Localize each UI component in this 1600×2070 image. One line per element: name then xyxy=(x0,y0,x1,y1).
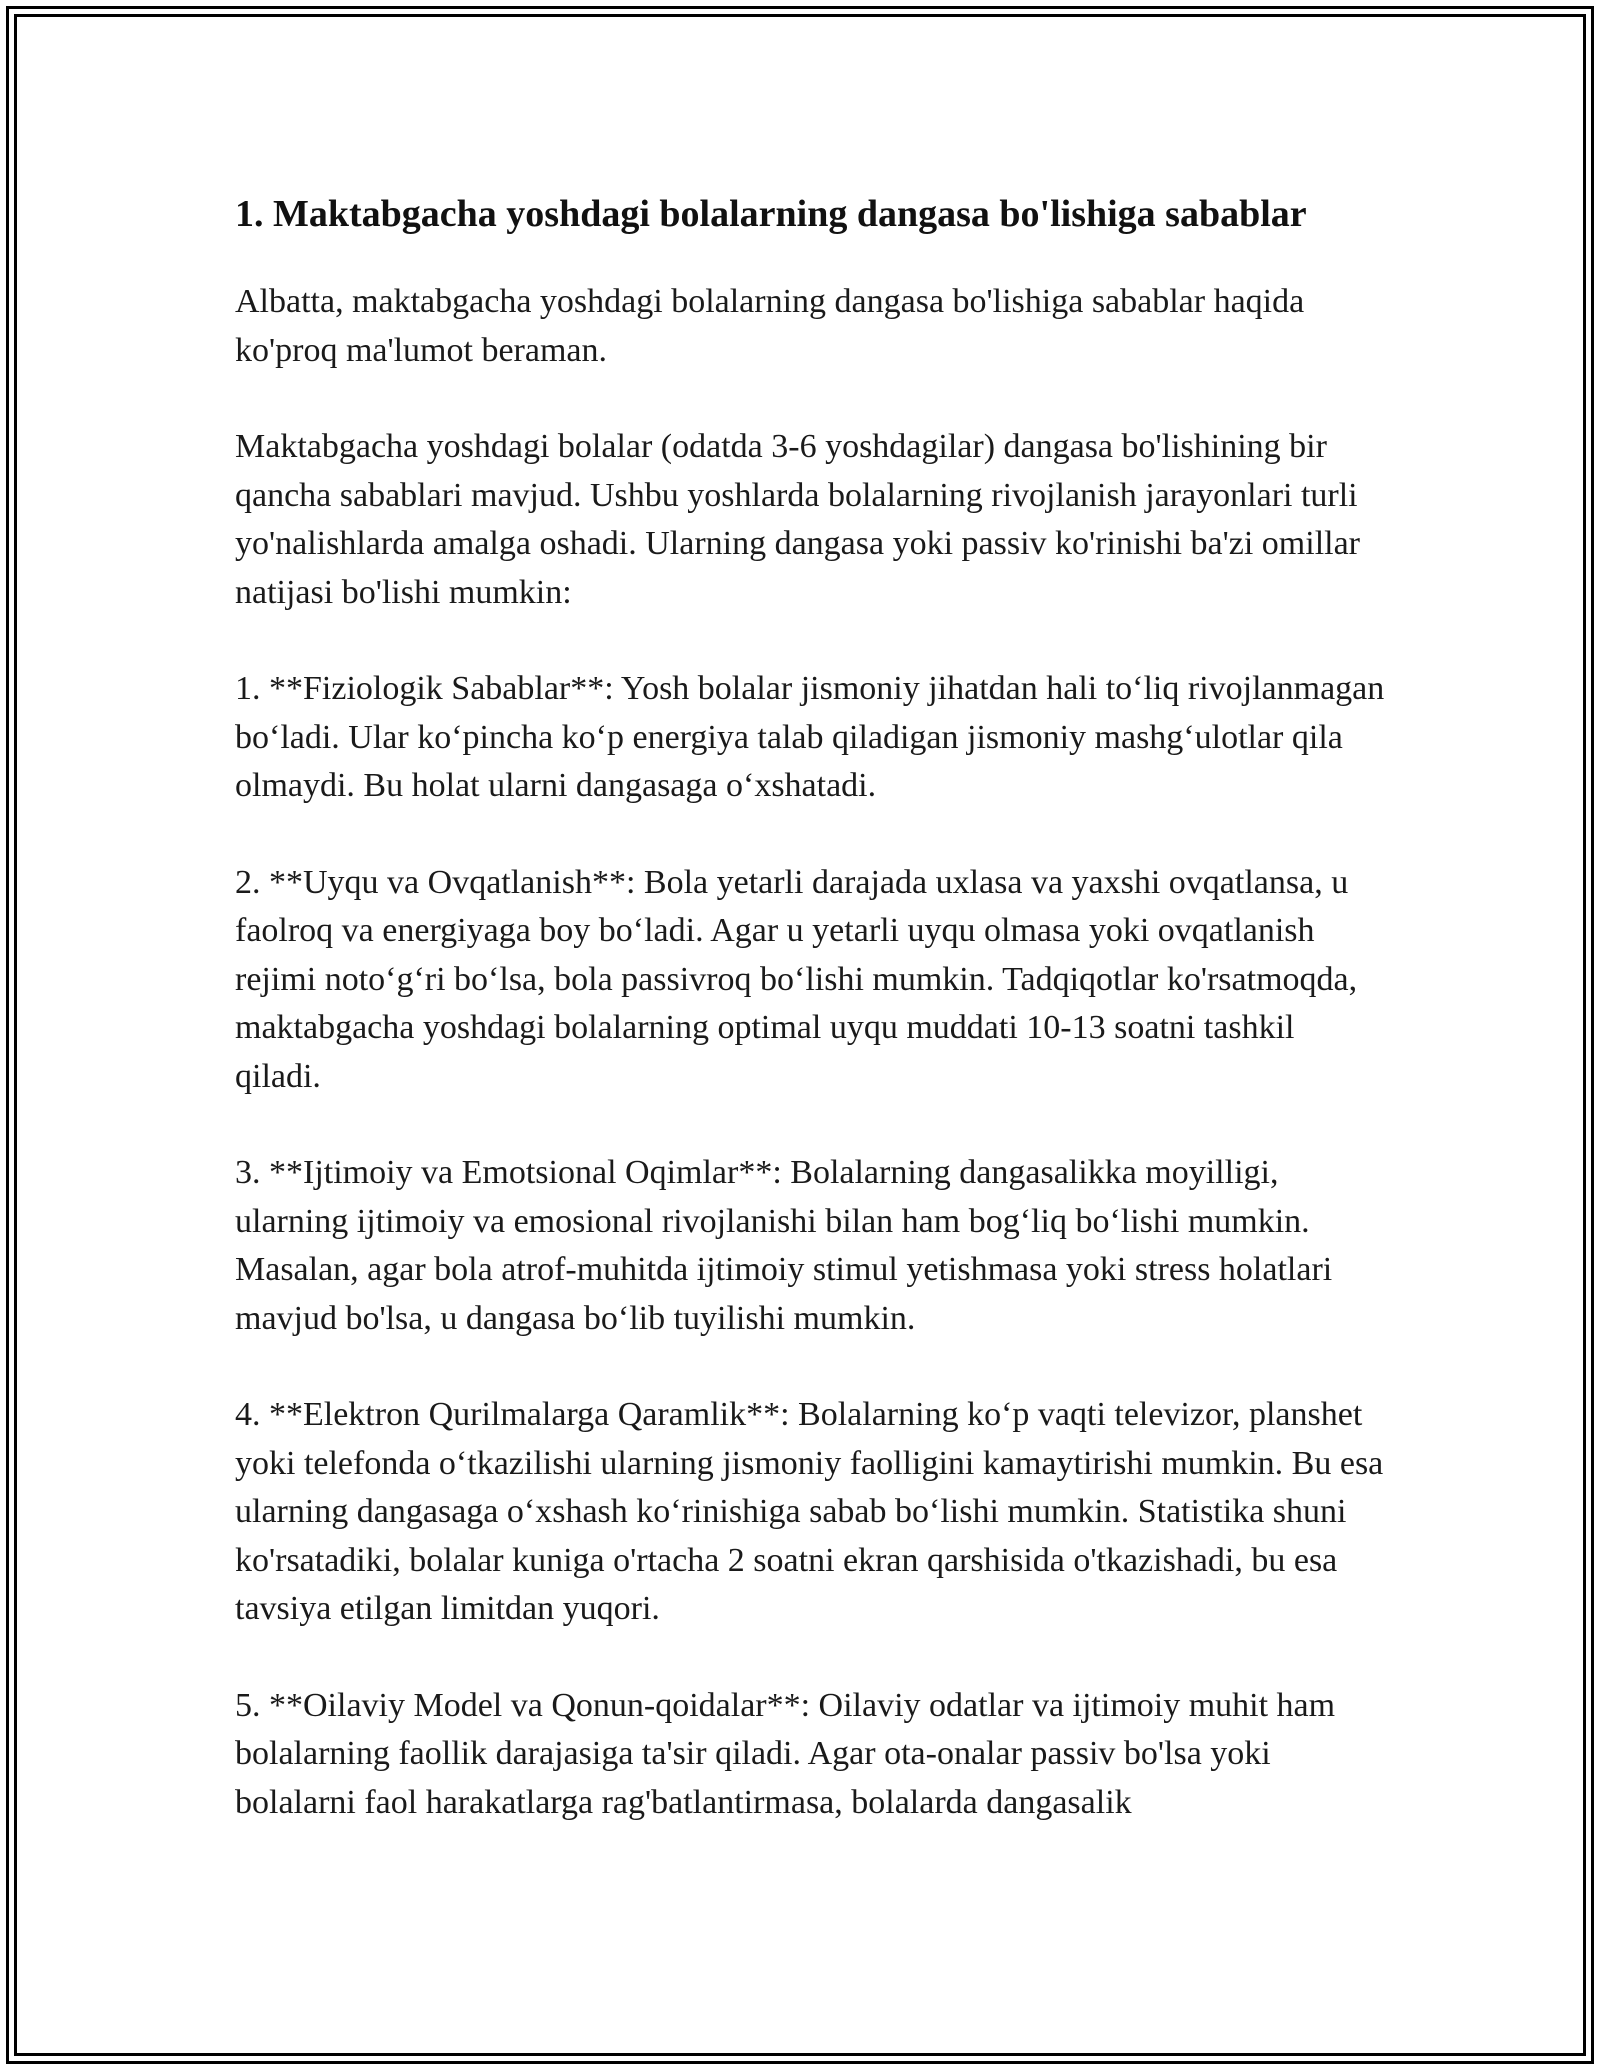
document-title: 1. Maktabgacha yoshdagi bolalarning dangasa bo'lishiga sabablar xyxy=(235,193,1307,235)
overview-paragraph: Maktabgacha yoshdagi bolalar (odatda 3-6 yoshdagilar) dangasa bo'lishining bir qancha sabablari mavjud. Ushbu yoshlarda bolalarning rivojlanish jarayonlari turli yo'nalishlarda amalga oshadi. Ularning dangasa yoki passiv ko'rinishi ba'zi omillar natijasi bo'lishi mumkin: xyxy=(235,428,1361,611)
list-item-physiological: 1. **Fiziologik Sabablar**: Yosh bolalar jismoniy jihatdan hali to‘liq rivojlanmagan bo‘ladi. Ular ko‘pincha ko‘p energiya talab qiladigan jismoniy mashg‘ulotlar qila olmaydi. Bu holat ularni dangasaga o‘xshatadi. xyxy=(235,670,1385,804)
document-body xyxy=(235,186,1385,1875)
list-item-family-model: 5. **Oilaviy Model va Qonun-qoidalar**: Oilaviy odatlar va ijtimoiy muhit ham bolalarning faollik darajasiga ta'sir qiladi. Agar ota-onalar passiv bo'lsa yoki bolalarni faol harakatlarga rag'batlantirmasa, bolalarda dangasalik xyxy=(235,1686,1336,1821)
intro-paragraph: Albatta, maktabgacha yoshdagi bolalarning dangasa bo'lishiga sabablar haqida ko'proq ma'lumot beraman. xyxy=(235,283,1305,369)
list-item-social-emotional: 3. **Ijtimoiy va Emotsional Oqimlar**: Bolalarning dangasalikka moyilligi, ularning ijtimoiy va emosional rivojlanishi bilan ham bog‘liq bo‘lishi mumkin. Masalan, agar bola atrof-muhitda ijtimoiy stimul yetishmasa yoki stress holatlari mavjud bo'lsa, u dangasa bo‘lib tuyilishi mumkin. xyxy=(235,1154,1333,1337)
list-item-electronic-devices: 4. **Elektron Qurilmalarga Qaramlik**: Bolalarning ko‘p vaqti televizor, planshet yoki telefonda o‘tkazilishi ularning jismoniy faolligini kamaytirishi mumkin. Bu esa ularning dangasaga o‘xshash ko‘rinishiga sabab bo‘lishi mumkin. Statistika shuni ko'rsatadiki, bolalar kuniga o'rtacha 2 soatni ekran qarshisida o'tkazishadi, bu esa tavsiya etilgan limitdan yuqori. xyxy=(235,1396,1384,1627)
list-item-sleep-nutrition: 2. **Uyqu va Ovqatlanish**: Bola yetarli darajada uxlasa va yaxshi ovqatlansa, u faolroq va energiyaga boy bo‘ladi. Agar u yetarli uyqu olmasa yoki ovqatlanish rejimi noto‘g‘ri bo‘lsa, bola passivroq bo‘lishi mumkin. Tadqiqotlar ko'rsatmoqda, maktabgacha yoshdagi bolalarning optimal uyqu muddati 10-13 soatni tashkil qiladi. xyxy=(235,863,1358,1095)
